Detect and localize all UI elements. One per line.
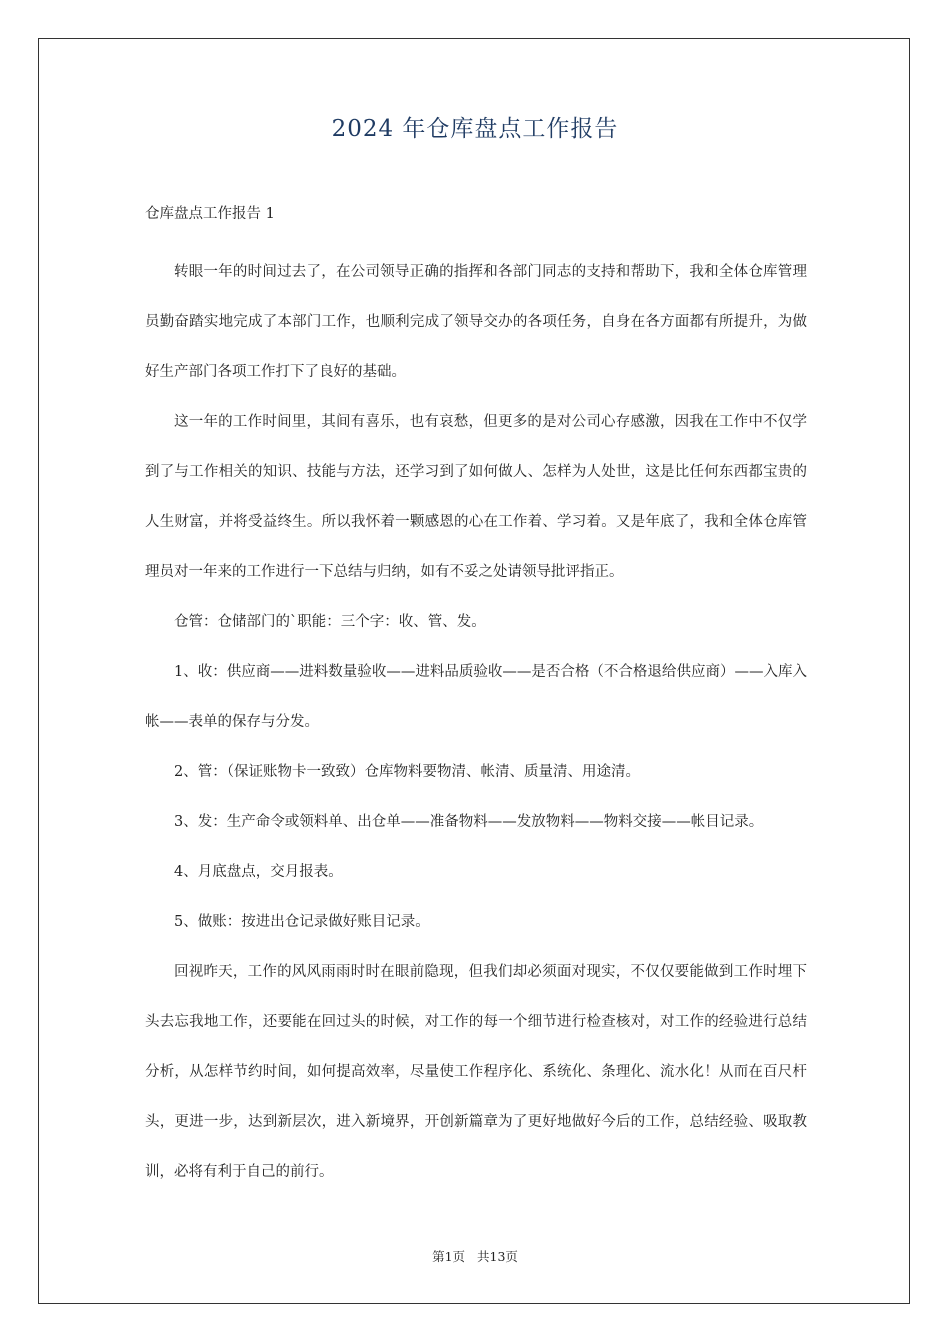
document-title: 2024 年仓库盘点工作报告 xyxy=(331,116,619,142)
section-heading: 仓库盘点工作报告 1 xyxy=(145,206,275,222)
paragraph: 转眼一年的时间过去了，在公司领导正确的指挥和各部门同志的支持和帮助下，我和全体仓库管理员勤奋踏实地完成了本部门工作，也顺利完成了领导交办的各项任务，自身在各方面都有所提升，为做好生产部门各项工作打下了良好的基础。 xyxy=(145,264,807,380)
paragraph: 仓管：仓储部门的`职能：三个字：收、管、发。 xyxy=(174,614,486,630)
paragraph: 1、收：供应商——进料数量验收——进料品质验收——是否合格（不合格退给供应商）——入库入帐——表单的保存与分发。 xyxy=(145,664,807,730)
page-footer xyxy=(0,1245,950,1269)
paragraph: 4、月底盘点，交月报表。 xyxy=(174,864,343,880)
paragraph: 5、做账：按进出仓记录做好账目记录。 xyxy=(174,914,430,930)
paragraph: 这一年的工作时间里，其间有喜乐，也有哀愁，但更多的是对公司心存感激，因我在工作中不仅学到了与工作相关的知识、技能与方法，还学习到了如何做人、怎样为人处世，这是比任何东西都宝贵的人生财富，并将受益终生。所以我怀着一颗感恩的心在工作着、学习着。又是年底了，我和全体仓库管理员对一年来的工作进行一下总结与归纳，如有不妥之处请领导批评指正。 xyxy=(145,414,807,580)
paragraph: 3、发：生产命令或领料单、出仓单——准备物料——发放物料——物料交接——帐目记录。 xyxy=(174,814,764,830)
page-number-current: 第1页 xyxy=(432,1249,466,1264)
page-number-total: 共13页 xyxy=(477,1249,518,1264)
paragraph: 回视昨天，工作的风风雨雨时时在眼前隐现，但我们却必须面对现实，不仅仅要能做到工作时埋下头去忘我地工作，还要能在回过头的时候，对工作的每一个细节进行检查核对，对工作的经验进行总结分析，从怎样节约时间，如何提高效率，尽量使工作程序化、系统化、条理化、流水化！从而在百尺杆头，更进一步，达到新层次，进入新境界，开创新篇章为了更好地做好今后的工作，总结经验、吸取教训，必将有利于自己的前行。 xyxy=(145,964,807,1180)
document-body xyxy=(145,247,807,1197)
paragraph: 2、管：（保证账物卡一致致）仓库物料要物清、帐清、质量清、用途清。 xyxy=(174,764,640,780)
